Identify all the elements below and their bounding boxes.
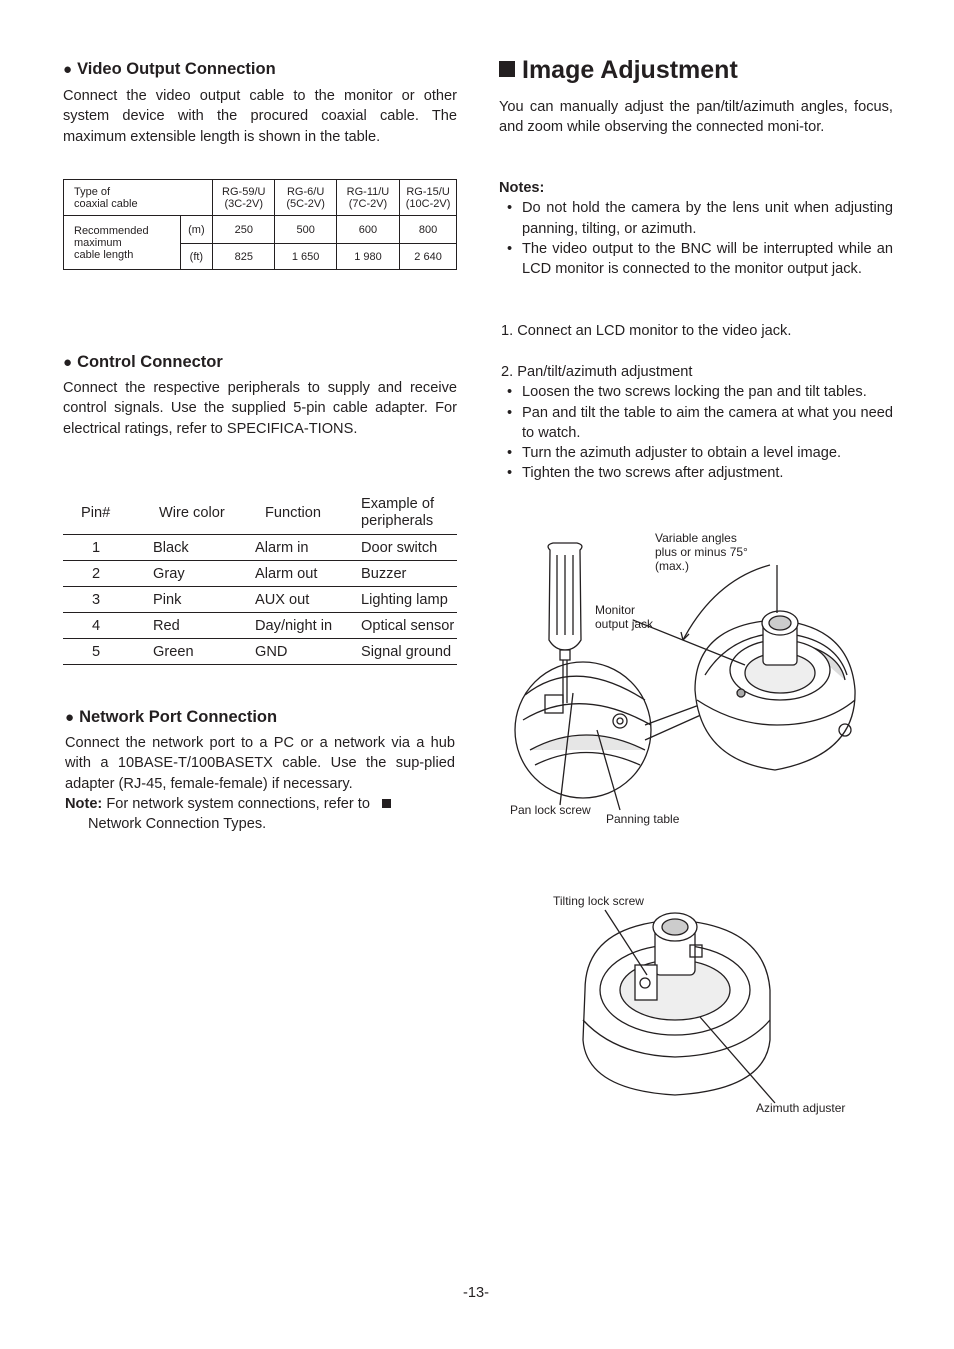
- list-item: • Do not hold the camera by the lens unit when adjusting panning, tilting, or azimuth.: [499, 198, 893, 239]
- step-2: 2. Pan/tilt/azimuth adjustment • Loosen the two screws locking the pan and tilt tables. • Pan and tilt the table to aim the camera at what you need to watch. • Turn the azimuth adjuster to obtain a level image. • Tighten the two screws after adjustment.: [501, 362, 893, 484]
- network-note: Note: For network system connections, refer to Network Connection Types.: [65, 794, 455, 835]
- table-row: 2 Gray Alarm out Buzzer: [63, 561, 457, 587]
- table-row: 1 Black Alarm in Door switch: [63, 535, 457, 561]
- table-row: 5 Green GND Signal ground: [63, 639, 457, 665]
- step-1: 1. Connect an LCD monitor to the video jack.: [501, 323, 792, 339]
- value-m: 250: [213, 216, 275, 244]
- value-ft: 825: [213, 244, 275, 270]
- value-m: 800: [400, 216, 457, 244]
- list-item: • Turn the azimuth adjuster to obtain a level image.: [499, 443, 893, 463]
- wire-color-header: Wire color: [153, 492, 255, 535]
- image-adjustment-intro: You can manually adjust the pan/tilt/azimuth angles, focus, and zoom while observing the connected moni-tor.: [499, 99, 893, 136]
- pin-table: [63, 492, 457, 665]
- network-port-text: Connect the network port to a PC or a network via a hub with a 10BASE-T/100BASETX cable. Use the sup-plied adapter (RJ-45, female-female) if necessary.: [65, 735, 455, 792]
- notes-label: Notes:: [499, 180, 545, 196]
- page-number: -13-: [463, 1285, 489, 1301]
- value-ft: 2 640: [400, 244, 457, 270]
- unit-ft: (ft): [180, 244, 212, 270]
- notes-block: [499, 178, 893, 279]
- list-item: • Pan and tilt the table to aim the camera at what you need to watch.: [499, 403, 893, 444]
- bullet-icon: ●: [63, 354, 73, 371]
- cable-header: RG-59/U (3C-2V): [213, 180, 275, 216]
- pan-lock-screw-label: Pan lock screw: [510, 803, 591, 817]
- control-connector-text: Connect the respective peripherals to supply and receive control signals. Use the supplied 5-pin cable adapter. For electrical ratings, refer to SPECIFICA-TIONS.: [63, 380, 457, 437]
- list-item: • The video output to the BNC will be interrupted while an LCD monitor is connected to the monitor output jack.: [499, 239, 893, 280]
- cable-header: RG-15/U (10C-2V): [400, 180, 457, 216]
- control-connector-heading: ● Control Connector: [63, 353, 223, 371]
- tilting-lock-screw-label: Tilting lock screw: [553, 894, 644, 908]
- recommended-length-label: Recommended maximum cable length: [64, 216, 181, 270]
- pin-header: Pin#: [63, 492, 153, 535]
- panning-table-label: Panning table: [606, 812, 680, 826]
- list-item: • Tighten the two screws after adjustment.: [499, 463, 893, 483]
- cable-header: RG-6/U (5C-2V): [275, 180, 336, 216]
- value-m: 500: [275, 216, 336, 244]
- network-port-heading: ● Network Port Connection: [65, 708, 278, 726]
- azimuth-adjuster-label: Azimuth adjuster: [756, 1101, 846, 1115]
- function-header: Function: [255, 492, 361, 535]
- bullet-icon: ●: [65, 709, 75, 726]
- monitor-output-jack-label: Monitor output jack: [595, 603, 654, 631]
- value-ft: 1 650: [275, 244, 336, 270]
- video-output-heading: ● Video Output Connection: [63, 60, 276, 78]
- video-output-text: Connect the video output cable to the monitor or other system device with the procured coaxial cable. The maximum extensible length is shown in the table.: [63, 88, 457, 145]
- variable-angles-label: Variable angles plus or minus 75° (max.): [655, 531, 748, 573]
- example-header: Example of peripherals: [361, 492, 457, 535]
- table-row: 3 Pink AUX out Lighting lamp: [63, 587, 457, 613]
- square-bullet-icon: [382, 799, 391, 808]
- table-row: 4 Red Day/night in Optical sensor: [63, 613, 457, 639]
- type-label-cell: Type of coaxial cable: [64, 180, 213, 216]
- bullet-icon: ●: [63, 61, 73, 78]
- camera-tilt-azimuth-illustration: [575, 905, 855, 1105]
- value-m: 600: [336, 216, 399, 244]
- image-adjustment-heading: Image Adjustment: [499, 56, 738, 85]
- list-item: • Loosen the two screws locking the pan and tilt tables.: [499, 382, 893, 402]
- cable-header: RG-11/U (7C-2V): [336, 180, 399, 216]
- square-bullet-icon: [499, 61, 515, 77]
- unit-m: (m): [180, 216, 212, 244]
- coaxial-cable-table: [63, 179, 457, 270]
- value-ft: 1 980: [336, 244, 399, 270]
